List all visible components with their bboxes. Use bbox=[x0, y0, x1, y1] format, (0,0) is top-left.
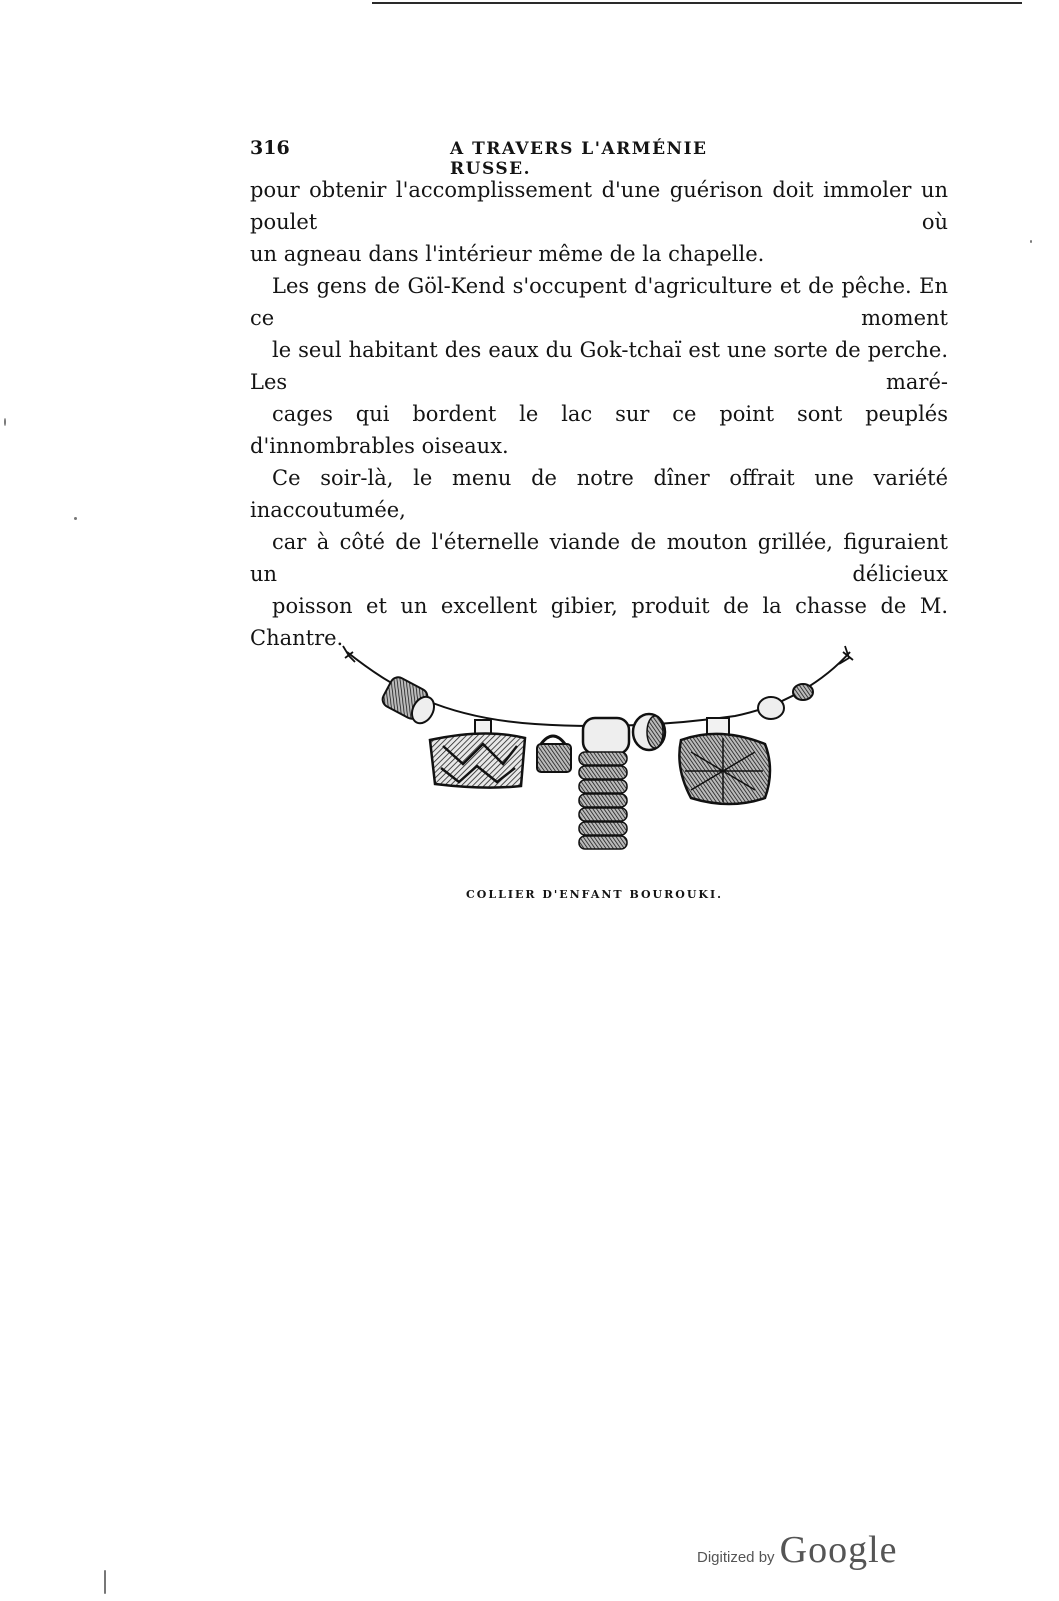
watermark-brand: Google bbox=[779, 1529, 898, 1571]
small-lock-bead bbox=[537, 736, 571, 772]
top-rule bbox=[372, 2, 1022, 4]
central-column-pendant bbox=[579, 718, 629, 849]
running-head bbox=[250, 137, 750, 179]
oval-bead bbox=[758, 697, 784, 719]
text-line: Ce soir-là, le menu de notre dîner offrait une variété inaccoutumée, bbox=[250, 466, 948, 522]
text-line: cages qui bordent le lac sur ce point sont peuplés d'innombrables oiseaux. bbox=[250, 402, 948, 458]
scan-speck bbox=[4, 418, 6, 426]
scan-speck bbox=[74, 517, 77, 520]
text-line: car à côté de l'éternelle viande de mouton grillée, figuraient un délicieux bbox=[250, 530, 948, 586]
digitized-watermark bbox=[697, 1528, 898, 1578]
text-line: le seul habitant des eaux du Gok-tchaï est une sorte de perche. Les maré- bbox=[250, 338, 948, 394]
small-bead bbox=[793, 684, 813, 700]
text-line: pour obtenir l'accomplissement d'une guérison doit immoler un poulet où bbox=[250, 178, 948, 234]
page-number: 316 bbox=[250, 137, 290, 159]
text-line: Les gens de Göl-Kend s'occupent d'agriculture et de pêche. En ce moment bbox=[250, 274, 948, 330]
paragraph bbox=[250, 270, 948, 462]
paragraph bbox=[250, 174, 948, 270]
necklace-illustration bbox=[335, 640, 865, 870]
paragraph bbox=[250, 462, 948, 654]
left-plaque-pendant bbox=[430, 720, 525, 788]
knot-left bbox=[343, 646, 355, 662]
text-line: un agneau dans l'intérieur même de la chapelle. bbox=[250, 242, 765, 266]
scan-speck bbox=[1030, 240, 1032, 243]
scan-speck bbox=[104, 1570, 106, 1594]
body-text bbox=[250, 174, 948, 654]
running-title: A TRAVERS L'ARMÉNIE RUSSE. bbox=[450, 139, 708, 179]
disc-bead bbox=[633, 714, 665, 750]
left-barrel-bead bbox=[380, 674, 439, 727]
figure-caption: COLLIER D'ENFANT BOUROUKI. bbox=[466, 888, 723, 901]
watermark-prefix: Digitized by bbox=[697, 1549, 775, 1566]
text-line: poisson et un excellent gibier, produit de la chasse de M. Chantre. bbox=[250, 594, 948, 650]
right-medallion-pendant bbox=[679, 718, 770, 804]
